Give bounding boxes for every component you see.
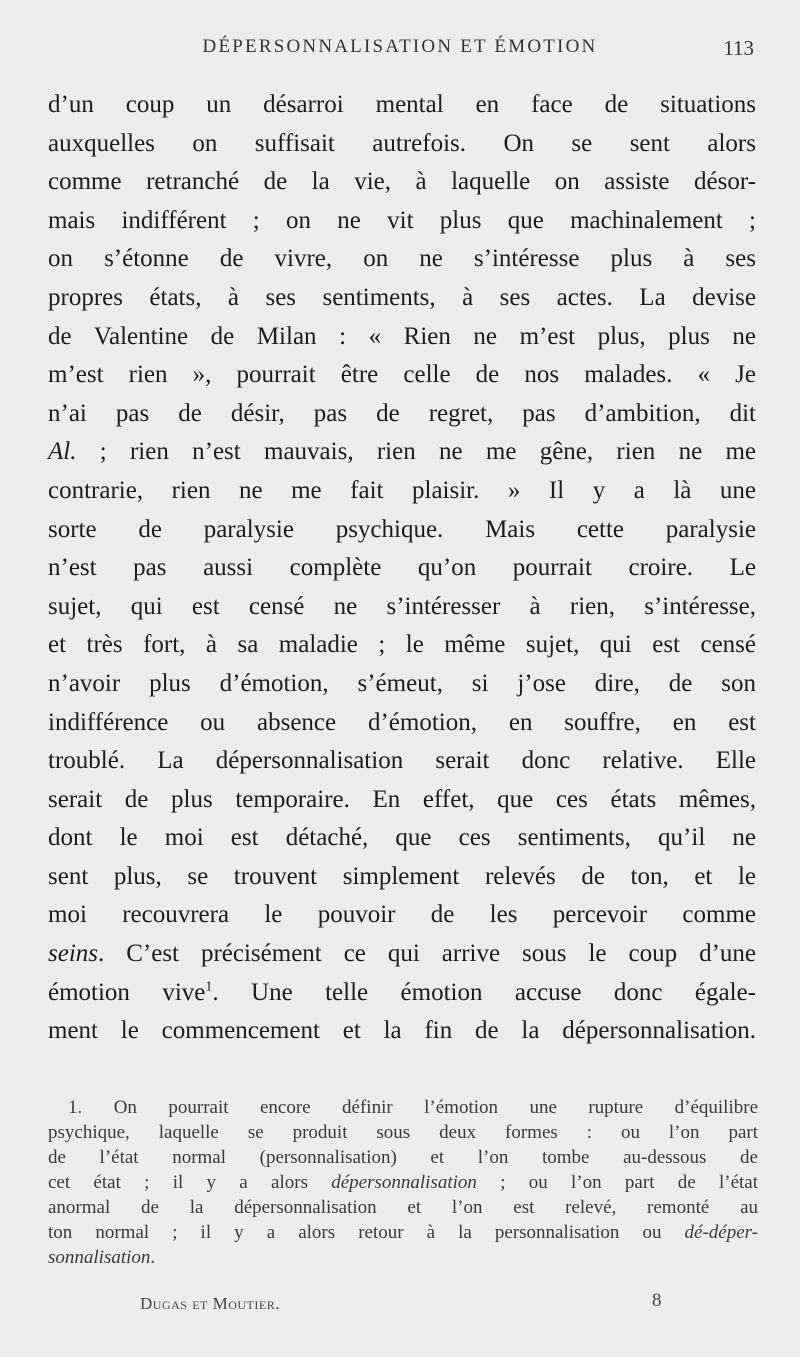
printer-signature: Dugas et Moutier.: [140, 1294, 280, 1313]
text-line-rest: ; rien n’est mauvais, rien ne me gêne, rien ne me: [99, 438, 756, 466]
text-line: [48, 974, 756, 1013]
footnote-text: cet état ; il y a alors: [48, 1172, 308, 1193]
text-line: ment le commencement et la fin de la dépersonnalisation.: [48, 1017, 756, 1045]
text-line: propres états, à ses sentiments, à ses actes. La devise: [48, 283, 756, 311]
text-line: sorte de paralysie psychique. Mais cette paralysie: [48, 515, 756, 543]
text-line: n’est pas aussi complète qu’on pourrait croire. Le: [48, 554, 756, 582]
italic-depersonnalisation: dépersonnalisation: [331, 1172, 477, 1193]
text-line: contrarie, rien ne me fait plaisir. » Il y a là une: [48, 476, 756, 504]
text-line: on s’étonne de vivre, on ne s’intéresse plus à ses: [48, 245, 756, 273]
text-line: sujet, qui est censé ne s’intéresser à rien, s’intéresse,: [48, 592, 756, 620]
footnote-text: ; ou l’on part de l’état: [500, 1172, 758, 1193]
footnote-line: [48, 1245, 758, 1270]
italic-seins: seins: [48, 940, 98, 968]
text-line: m’est rien », pourrait être celle de nos malades. « Je: [48, 361, 756, 389]
footnote: [48, 1095, 758, 1270]
running-title: DÉPERSONNALISATION ET ÉMOTION: [202, 36, 598, 57]
footnote-text: On pourrait encore définir l’émotion une rupture d’équilibre: [113, 1097, 759, 1118]
text-line: auxquelles on suffisait autrefois. On se sent alors: [48, 129, 756, 157]
text-line: comme retranché de la vie, à laquelle on assiste désor-: [48, 168, 756, 196]
text-line: de Valentine de Milan : « Rien ne m’est plus, plus ne: [48, 322, 756, 350]
text-line-rest: . C’est précisément ce qui arrive sous le coup d’une: [98, 940, 756, 968]
page-number: 113: [723, 36, 754, 60]
italic-de-depers: dé-déper-: [684, 1222, 759, 1243]
text-line: n’ai pas de désir, pas de regret, pas d’ambition, dit: [48, 399, 756, 427]
text-line: [48, 935, 756, 974]
text-line: moi recouvrera le pouvoir de les percevoir comme: [48, 901, 756, 929]
text-line: indifférence ou absence d’émotion, en souffre, en est: [48, 708, 756, 736]
footnote-reference: 1: [205, 979, 213, 995]
text-line: mais indifférent ; on ne vit plus que machinalement ;: [48, 206, 756, 234]
footnote-line: de l’état normal (personnalisation) et l’on tombe au-dessous de: [48, 1147, 758, 1168]
italic-sonnalisation: sonnalisation: [48, 1247, 151, 1268]
italic-al: Al.: [48, 438, 77, 466]
footnote-line: anormal de la dépersonnalisation et l’on est relevé, remonté au: [48, 1197, 758, 1218]
signature-number: 8: [652, 1290, 662, 1311]
text-line: serait de plus temporaire. En effet, que ces états mêmes,: [48, 785, 756, 813]
running-head: [0, 36, 800, 66]
text-line: [48, 433, 756, 472]
footnote-line: [48, 1095, 758, 1120]
footnote-line: psychique, laquelle se produit sous deux formes : ou l’on part: [48, 1122, 758, 1143]
text-line: troublé. La dépersonnalisation serait donc relative. Elle: [48, 747, 756, 775]
text-line: d’un coup un désarroi mental en face de situations: [48, 91, 756, 118]
text-line-rest: . Une telle émotion accuse donc égale-: [212, 978, 756, 1006]
footnote-text: .: [150, 1247, 156, 1268]
footnote-number: 1.: [68, 1097, 83, 1118]
footnote-line: [48, 1170, 758, 1195]
main-text: [48, 86, 756, 1051]
text-line: et très fort, à sa maladie ; le même sujet, qui est censé: [48, 631, 756, 659]
text-line-start: émotion vive: [48, 978, 206, 1006]
footnote-text: ton normal ; il y a alors retour à la personnalisation ou: [48, 1222, 662, 1243]
text-line: dont le moi est détaché, que ces sentiments, qu’il ne: [48, 824, 756, 852]
footnote-line: [48, 1220, 758, 1245]
text-line: n’avoir plus d’émotion, s’émeut, si j’ose dire, de son: [48, 669, 756, 697]
text-line: sent plus, se trouvent simplement relevés de ton, et le: [48, 862, 756, 890]
